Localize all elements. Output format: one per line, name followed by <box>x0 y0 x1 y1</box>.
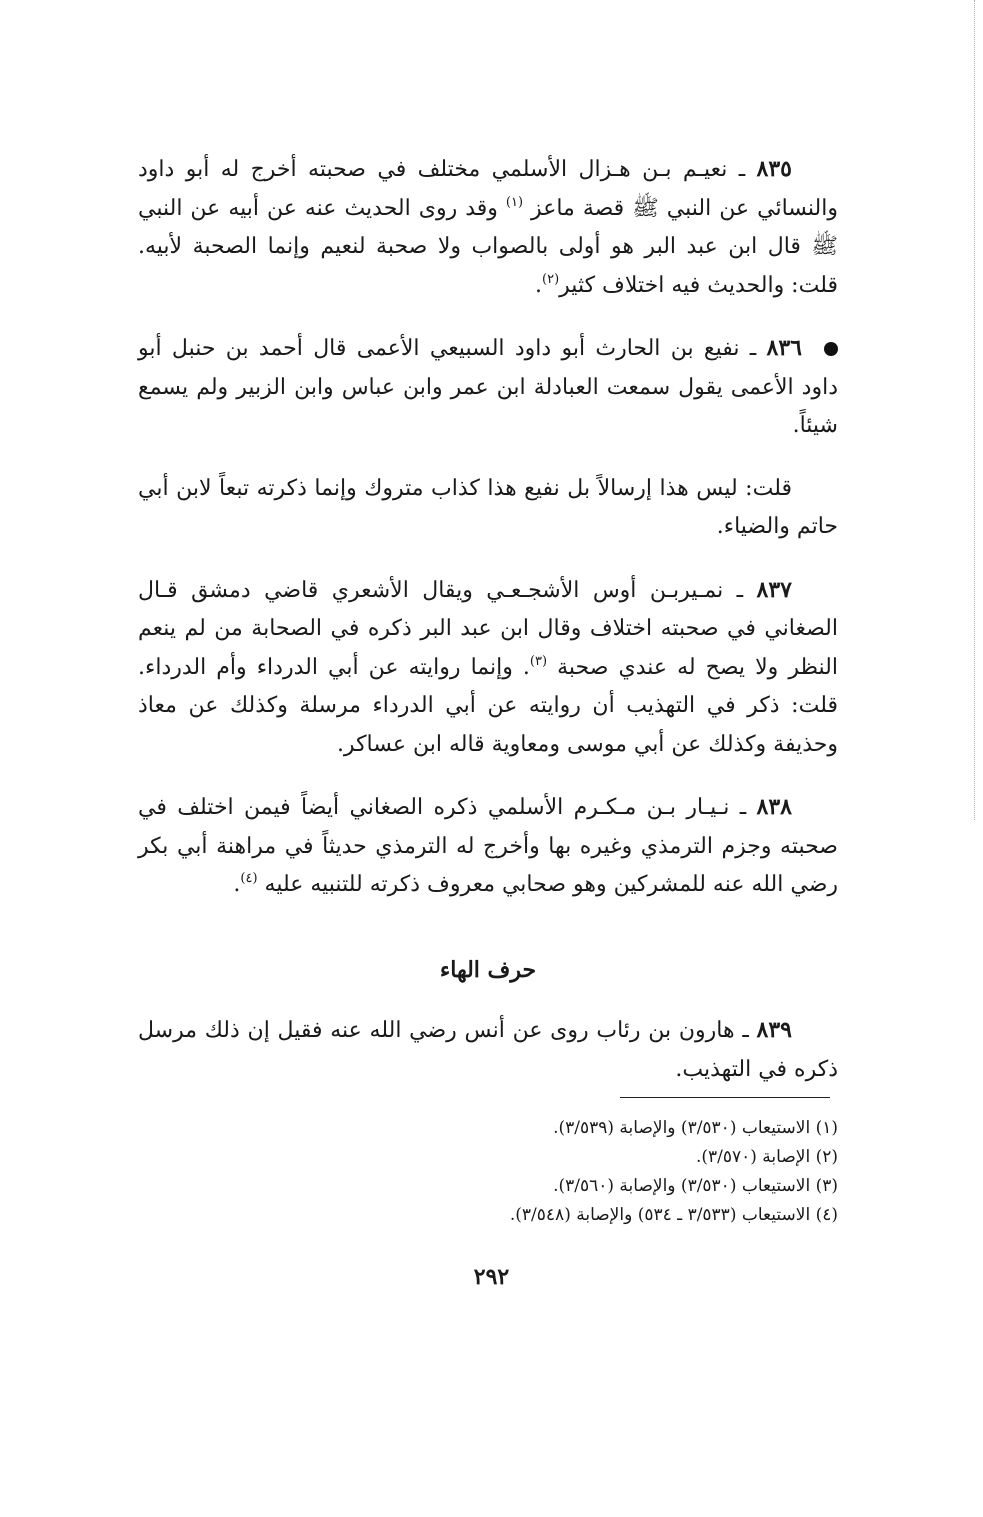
footnote-ref[interactable]: (٣) <box>529 653 548 669</box>
entry-836 <box>138 329 838 446</box>
footnote-1: (١) الاستيعاب (٣/٥٣٠) والإصابة (٣/٥٣٩). <box>553 1118 838 1138</box>
comment-paragraph <box>138 470 838 547</box>
entry-text: ـ نمـيربـن أوس الأشجـعـي ويقال الأشعري قاضي دمشق قـال الصغاني في صحبته اختلاف وقال ابن عبد البر ذكره في الصحابة من لم ينعم النظر ولا يصح له عندي صحبة <box>138 577 838 680</box>
entry-text: ـ هارون بن رئاب روى عن أنس رضي الله عنه فقيل إن ذلك مرسل ذكره في التهذيب. <box>138 1018 838 1082</box>
footnote-ref[interactable]: (٤) <box>240 871 258 886</box>
entry-number: ٨٣٩ <box>756 1017 792 1043</box>
entry-text: . وإنما روايته عن أبي الدرداء وأم الدرداء. قلت: ذكر في التهذيب أن روايته عن أبي الدرداء مرسلة وكذلك عن معاذ وحذيفة وكذلك عن أبي موسى ومعاوية قاله ابن عساكر. <box>138 654 838 757</box>
scan-edge-line <box>974 0 975 820</box>
page-number: ٢٩٢ <box>473 1264 510 1290</box>
entry-number: ٨٣٨ <box>756 794 792 820</box>
entry-text: ـ نـيـار بـن مـكـرم الأسلمي ذكره الصغاني أيضاً فيمن اختلف في صحبته وجزم الترمذي وغيره بها وأخرج له الترمذي حديثاً في مراهنة أبي بكر رضي الله عنه للمشركين وهو صحابي معروف ذكرته للتنبيه عليه <box>138 795 838 897</box>
entry-text: ـ نعيـم بـن هـزال الأسلمي مختلف في صحبته أخرج له أبو داود والنسائي عن النبي ﷺ قصة ماعز <box>138 157 838 221</box>
footnote-ref[interactable]: (٢) <box>542 271 560 287</box>
footnote-divider <box>620 1097 830 1098</box>
footnote-4: (٤) الاستيعاب (٣/٥٣٣ ـ ٥٣٤) والإصابة (٣/٥٤٨). <box>509 1205 838 1225</box>
footnotes <box>138 1114 838 1230</box>
entry-839 <box>138 1011 838 1089</box>
footnote-3: (٣) الاستيعاب (٣/٥٣٠) والإصابة (٣/٥٦٠). <box>553 1176 838 1196</box>
entry-835 <box>138 150 838 305</box>
entry-837 <box>138 571 838 765</box>
entry-text: . <box>233 872 241 897</box>
entry-text: وقد روى الحديث عنه عن أبيه عن النبي ﷺ قال ابن عبد البر هو أولى بالصواب ولا صحبة لنعيم وإنما الصحبة لأبيه. قلت: والحديث فيه اختلاف كثير <box>138 195 838 298</box>
entry-number: ٨٣٧ <box>756 576 792 603</box>
entry-text: . <box>535 272 543 298</box>
entry-text: ـ نفيع بن الحارث أبو داود السبيعي الأعمى قال أحمد بن حنبل أبو داود الأعمى يقول سمعت العبادلة ابن عمر وابن عباس وابن الزبير ولم يسمع شيئاً. <box>138 336 838 438</box>
entry-text: قلت: ليس هذا إرسالاً بل نفيع هذا كذاب متروك وإنما ذكرته تبعاً لابن أبي حاتم والضياء. <box>138 475 838 539</box>
section-heading: حرف الهاء <box>439 956 537 983</box>
entry-838 <box>138 788 838 905</box>
entry-number: ٨٣٥ <box>756 156 792 182</box>
entry-number: ٨٣٦ <box>766 335 802 361</box>
bullet-icon <box>824 342 838 356</box>
page-body <box>138 150 838 1113</box>
footnote-ref[interactable]: (١) <box>505 194 524 210</box>
footnote-2: (٢) الإصابة (٣/٥٧٠). <box>695 1147 838 1167</box>
